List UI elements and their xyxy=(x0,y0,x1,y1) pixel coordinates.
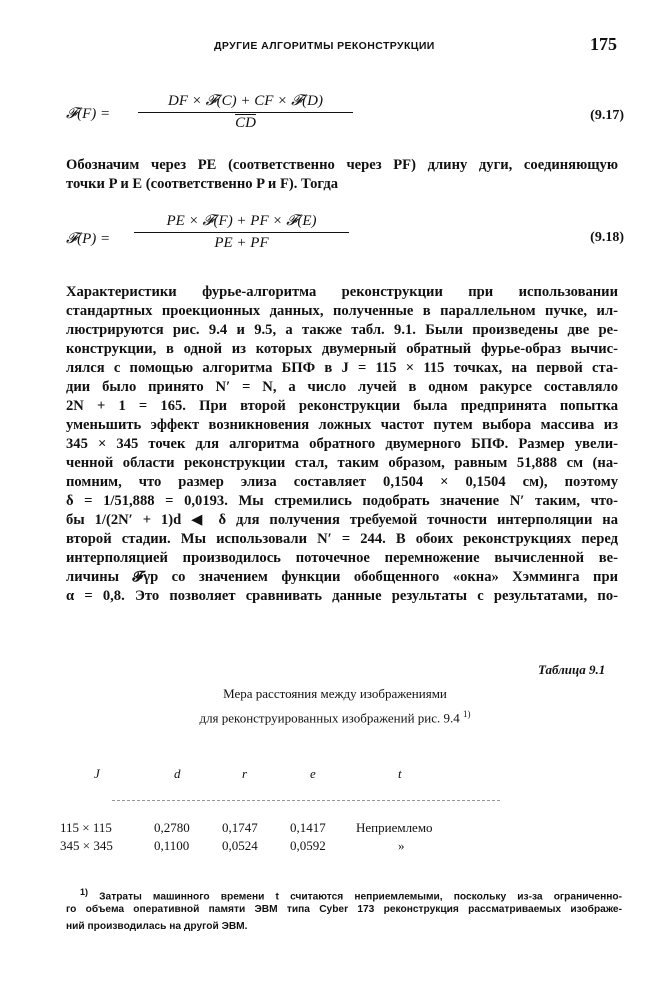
text-line: бы 1/(2N′ + 1)d ◀ δ для получения требуемой точности интерполяции на xyxy=(66,512,618,528)
column-header: r xyxy=(242,766,248,781)
equation-numerator: PE × 𝓕(F) + PF × 𝓕(E) xyxy=(166,213,317,229)
text-line: стандартных проекционных данных, полученные в параллельном пучке, ил- xyxy=(66,303,618,319)
text-line: 2N + 1 = 165. При второй реконструкции была предпринята попытка xyxy=(66,398,618,414)
text-line: дии было принято N′ = N, а число лучей в одном ракурсе составляло xyxy=(66,379,618,395)
equation-9-18 xyxy=(66,208,626,268)
column-header: t xyxy=(398,766,402,781)
table-cell: 115 × 115 xyxy=(60,820,112,835)
text-line: помним, что размер элиза составляет 0,1504 × 0,1504 см), поэтому xyxy=(66,474,618,490)
table-cell: 0,1100 xyxy=(154,838,190,853)
table-cell: 0,1747 xyxy=(222,820,258,835)
footnote-line: го объема оперативной памяти ЭВМ типа Cyber 173 реконструкция рассматриваемых изображе- xyxy=(66,904,622,915)
text-line: Характеристики фурье-алгоритма реконструкции при использовании xyxy=(66,284,618,300)
text-line: α = 0,8. Это позволяет сравнивать данные результаты с результатами, по- xyxy=(66,588,618,604)
text-line: интерполяцией производилось поточечное перемножение вычисленной ве- xyxy=(66,550,618,566)
footnote-mark: 1) xyxy=(463,709,471,719)
footnote-mark: 1) xyxy=(80,887,89,897)
equation-fraction xyxy=(138,92,353,132)
text-line: люстрируются рис. 9.4 и 9.5, а также табл. 9.1. Были произведены две ре- xyxy=(66,322,618,338)
text-line: конструкции, в одной из которых двумерный обратный фурье-образ вычис- xyxy=(66,341,618,357)
intro-paragraph xyxy=(66,156,618,194)
equation-number: (9.17) xyxy=(590,108,624,123)
footnote xyxy=(66,884,622,935)
table-cell: 345 × 345 xyxy=(60,838,113,853)
text-line: ченной области реконструкции стал, таким образом, равным 51,888 см (на- xyxy=(66,455,618,471)
table-title-line: Мера расстояния между изображениями xyxy=(223,686,447,701)
text-line: уменьшить эффект возникновения ложных частот путем выбора массива из xyxy=(66,417,618,433)
equation-number: (9.18) xyxy=(590,230,624,245)
text-line: точки P и E (соответственно P и F). Тогда xyxy=(66,176,339,192)
text-line: лялся с помощью алгоритма БПФ в J = 115 × 115 точках, на первой ста- xyxy=(66,360,618,376)
table-cell: 0,1417 xyxy=(290,820,326,835)
equation-numerator: DF × 𝓕(C) + CF × 𝓕(D) xyxy=(168,93,323,109)
running-title: ДРУГИЕ АЛГОРИТМЫ РЕКОНСТРУКЦИИ xyxy=(214,40,435,52)
footnote-line: ний производилась на другой ЭВМ. xyxy=(66,921,248,932)
footnote-text: Затраты машинного времени t считаются неприемлемыми, поскольку из-за ограниченно- xyxy=(99,891,622,903)
table-cell: Неприемлемо xyxy=(356,820,433,835)
table-cell: 0,0524 xyxy=(222,838,258,853)
column-header: J xyxy=(94,766,100,781)
column-header: e xyxy=(310,766,316,781)
table-title xyxy=(150,683,520,728)
main-paragraph xyxy=(66,283,618,606)
equation-fraction xyxy=(134,212,349,252)
text-line: Обозначим через PE (соответственно через PF) длину дуги, соединяющую xyxy=(66,157,618,173)
table-cell: 0,2780 xyxy=(154,820,190,835)
table-cell: » xyxy=(398,838,405,853)
page-number: 175 xyxy=(590,34,617,54)
table-title-text: для реконструированных изображений рис. 9.4 xyxy=(199,710,460,726)
text-line: 345 × 345 точек для алгоритма обратного двумерного БПФ. Размер увели- xyxy=(66,436,618,452)
footnote-line xyxy=(66,884,622,901)
text-line: δ = 1/51,888 = 0,0193. Мы стремились подобрать значение N′ таким, что- xyxy=(66,493,618,509)
equation-9-17 xyxy=(66,92,626,152)
table-title-line-2 xyxy=(150,704,520,728)
table-cell: 0,0592 xyxy=(290,838,326,853)
equation-denominator: PE + PF xyxy=(214,235,269,251)
text-line: личины 𝓕γp со значением функции обобщенного «окна» Хэмминга при xyxy=(66,569,618,585)
column-header: d xyxy=(174,766,181,781)
table-caption: Таблица 9.1 xyxy=(538,662,606,677)
equation-denominator: $\overline{CD}$ xyxy=(235,115,256,131)
text-line: второй стадии. Мы использовали N′ = 244. В обоих реконструкциях перед xyxy=(66,531,618,547)
equation-lhs: 𝓕(F) = xyxy=(66,106,111,122)
equation-lhs: 𝓕(P) = xyxy=(66,231,111,247)
table-rule xyxy=(112,800,500,801)
